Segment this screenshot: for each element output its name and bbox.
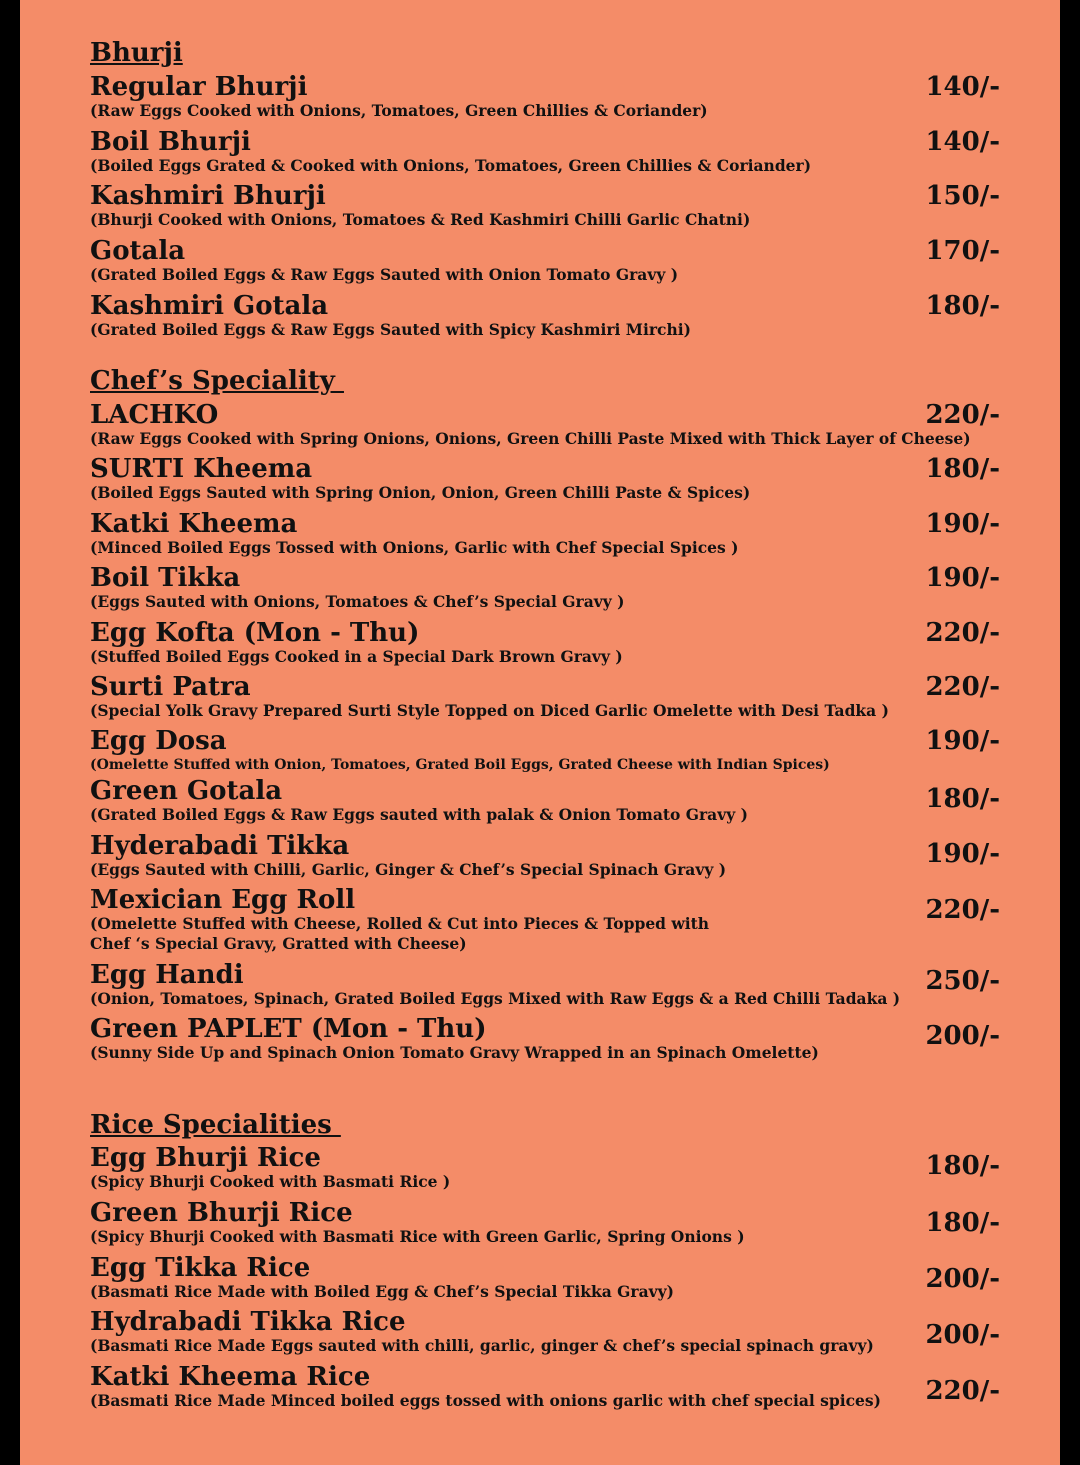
item-name: Egg Bhurji Rice [90,1143,321,1173]
item-price: 180/- [925,1151,1000,1181]
item-name: SURTI Kheema [90,454,313,484]
menu-item [90,1015,1000,1063]
item-name: Kashmiri Bhurji [90,181,326,211]
item-description: (Eggs Sauted with Onions, Tomatoes & Chef’s Special Gravy ) [90,592,625,611]
item-name: Mexician Egg Roll [90,885,356,915]
item-description: (Grated Boiled Eggs & Raw Eggs Sauted with Onion Tomato Gravy ) [90,265,679,284]
menu-item [90,777,1000,825]
item-price: 190/- [925,726,1000,756]
item-description: (Basmati Rice Made with Boiled Egg & Chef’s Special Tikka Gravy) [90,1282,674,1301]
menu-item [90,73,1000,121]
item-name: Boil Bhurji [90,127,251,157]
item-price: 180/- [925,1208,1000,1238]
item-description: (Basmati Rice Made Eggs sauted with chilli, garlic, ginger & chef’s special spinach gravy) [90,1336,874,1355]
item-price: 140/- [925,127,1000,157]
menu-item [90,1199,1000,1247]
section-heading-bhurji: Bhurji [90,38,183,68]
item-price: 220/- [925,618,1000,648]
item-name: Surti Patra [90,672,251,702]
item-price: 140/- [925,72,1000,102]
item-name: Egg Dosa [90,726,227,756]
item-description: (Stuffed Boiled Eggs Cooked in a Special Dark Brown Gravy ) [90,647,623,666]
menu-item [90,510,1000,558]
item-price: 220/- [925,672,1000,702]
item-name: Egg Kofta (Mon - Thu) [90,618,420,648]
item-description: (Spicy Bhurji Cooked with Basmati Rice with Green Garlic, Spring Onions ) [90,1227,745,1246]
item-description: (Special Yolk Gravy Prepared Surti Style Topped on Diced Garlic Omelette with Desi Tadka ) [90,701,889,720]
item-name: Regular Bhurji [90,72,308,102]
item-price: 170/- [925,236,1000,266]
item-price: 190/- [925,839,1000,869]
menu-item [90,401,1000,449]
item-name: LACHKO [90,400,219,430]
menu-item [90,1363,1000,1411]
item-description: (Raw Eggs Cooked with Onions, Tomatoes, Green Chillies & Coriander) [90,101,708,120]
item-description: (Boiled Eggs Grated & Cooked with Onions, Tomatoes, Green Chillies & Coriander) [90,156,812,175]
item-description: (Basmati Rice Made Minced boiled eggs tossed with onions garlic with chef special spices) [90,1391,881,1410]
item-price: 220/- [925,895,1000,925]
item-name: Hyderabadi Tikka [90,831,350,861]
item-name: Boil Tikka [90,563,241,593]
item-description: (Raw Eggs Cooked with Spring Onions, Onions, Green Chilli Paste Mixed with Thick Layer of Cheese) [90,429,971,448]
item-name: Katki Kheema [90,509,298,539]
item-description: (Sunny Side Up and Spinach Onion Tomato Gravy Wrapped in an Spinach Omelette) [90,1043,819,1062]
menu-item [90,961,1000,1009]
item-price: 220/- [925,1376,1000,1406]
item-description: (Bhurji Cooked with Onions, Tomatoes & Red Kashmiri Chilli Garlic Chatni) [90,210,751,229]
item-name: Gotala [90,236,186,266]
item-name: Katki Kheema Rice [90,1362,371,1392]
item-name: Kashmiri Gotala [90,291,329,321]
menu-item [90,1308,1000,1356]
item-price: 180/- [925,454,1000,484]
menu-page [20,0,1060,1465]
item-description: (Minced Boiled Eggs Tossed with Onions, Garlic with Chef Special Spices ) [90,538,739,557]
menu-item [90,832,1000,880]
item-name: Egg Handi [90,960,244,990]
item-price: 200/- [925,1264,1000,1294]
menu-item [90,237,1000,285]
item-description: (Grated Boiled Eggs & Raw Eggs sauted with palak & Onion Tomato Gravy ) [90,805,748,824]
section-heading-rice-specialities: Rice Specialities [90,1110,341,1140]
menu-item [90,564,1000,612]
item-description: (Grated Boiled Eggs & Raw Eggs Sauted with Spicy Kashmiri Mirchi) [90,320,691,339]
menu-item [90,292,1000,340]
item-price: 190/- [925,509,1000,539]
item-name: Green PAPLET (Mon - Thu) [90,1014,487,1044]
item-name: Green Bhurji Rice [90,1198,353,1228]
menu-item [90,128,1000,176]
menu-item [90,182,1000,230]
menu-item [90,1254,1000,1302]
item-price: 180/- [925,784,1000,814]
item-name: Green Gotala [90,776,283,806]
item-price: 180/- [925,291,1000,321]
section-heading-chefs-speciality: Chef’s Speciality [90,366,344,396]
item-description: (Onion, Tomatoes, Spinach, Grated Boiled Eggs Mixed with Raw Eggs & a Red Chilli Tadaka ) [90,989,901,1008]
item-price: 190/- [925,563,1000,593]
item-price: 150/- [925,181,1000,211]
item-price: 220/- [925,400,1000,430]
item-description: (Boiled Eggs Sauted with Spring Onion, Onion, Green Chilli Paste & Spices) [90,483,751,502]
item-description: (Spicy Bhurji Cooked with Basmati Rice ) [90,1172,451,1191]
item-price: 200/- [925,1320,1000,1350]
item-description: (Eggs Sauted with Chilli, Garlic, Ginger & Chef’s Special Spinach Gravy ) [90,860,727,879]
item-name: Hydrabadi Tikka Rice [90,1307,406,1337]
item-name: Egg Tikka Rice [90,1253,311,1283]
item-description: (Omelette Stuffed with Onion, Tomatoes, Grated Boil Eggs, Grated Cheese with Indian Spices) [90,757,830,773]
menu-item [90,1144,1000,1192]
menu-item [90,673,1000,721]
menu-item [90,727,1000,775]
menu-item [90,619,1000,667]
item-price: 250/- [925,966,1000,996]
menu-item [90,886,1000,954]
item-description: (Omelette Stuffed with Cheese, Rolled & Cut into Pieces & Topped with Chef ‘s Special Gravy, Gratted with Cheese) [90,914,710,953]
item-price: 200/- [925,1021,1000,1051]
menu-item [90,455,1000,503]
